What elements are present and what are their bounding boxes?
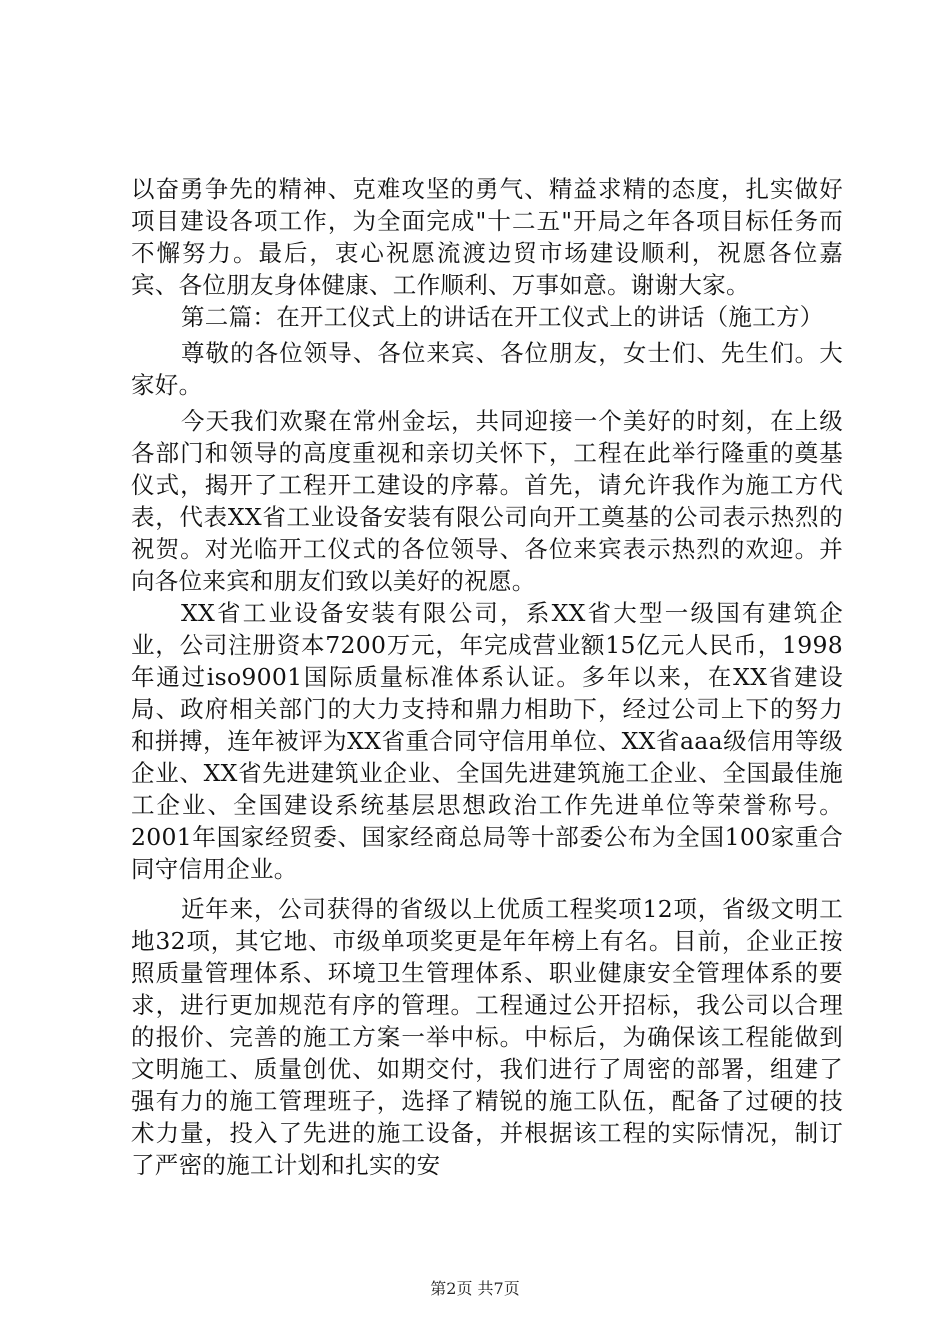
paragraph-achievements: 近年来，公司获得的省级以上优质工程奖项12项，省级文明工地32项，其它地、市级单项奖更是年年榜上有名。目前，企业正按照质量管理体系、环境卫生管理体系、职业健康安全管理体系的要求，进行更加规范有序的管理。工程通过公开招标，我公司以合理的报价、完善的施工方案一举中标。中标后，为确保该工程能做到文明施工、质量创优、如期交付，我们进行了周密的部署，组建了强有力的施工管理班子，选择了精锐的施工队伍，配备了过硬的技术力量，投入了先进的施工设备，并根据该工程的实际情况，制订了严密的施工计划和扎实的安 xyxy=(131,895,843,1179)
page-number-footer: 第2页 共7页 xyxy=(430,1279,520,1298)
document-body xyxy=(131,173,843,1181)
paragraph-salutation: 尊敬的各位领导、各位来宾、各位朋友，女士们、先生们。大家好。 xyxy=(131,339,843,399)
paragraph-closing-remarks: 以奋勇争先的精神、克难攻坚的勇气、精益求精的态度，扎实做好项目建设各项工作，为全面完成"十二五"开局之年各项目标任务而不懈努力。最后，衷心祝愿流渡边贸市场建设顺利，祝愿各位嘉宾、各位朋友身体健康、工作顺利、万事如意。谢谢大家。 xyxy=(131,175,843,299)
paragraph-chapter-title: 第二篇：在开工仪式上的讲话在开工仪式上的讲话（施工方） xyxy=(181,303,824,331)
paragraph-company-profile: XX省工业设备安装有限公司，系XX省大型一级国有建筑企业，公司注册资本7200万元，年完成营业额15亿元人民币，1998年通过iso9001国际质量标准体系认证。多年以来，在XX省建设局、政府相关部门的大力支持和鼎力相助下，经过公司上下的努力和拼搏，连年被评为XX省重合同守信用单位、XX省aaa级信用等级企业、XX省先进建筑业企业、全国先进建筑施工企业、全国最佳施工企业、全国建设系统基层思想政治工作先进单位等荣誉称号。2001年国家经贸委、国家经商总局等十部委公布为全国100家重合同守信用企业。 xyxy=(131,599,843,883)
paragraph-opening: 今天我们欢聚在常州金坛，共同迎接一个美好的时刻，在上级各部门和领导的高度重视和亲切关怀下，工程在此举行隆重的奠基仪式，揭开了工程开工建设的序幕。首先，请允许我作为施工方代表，代表XX省工业设备安装有限公司向开工奠基的公司表示热烈的祝贺。对光临开工仪式的各位领导、各位来宾表示热烈的欢迎。并向各位来宾和朋友们致以美好的祝愿。 xyxy=(131,407,843,595)
